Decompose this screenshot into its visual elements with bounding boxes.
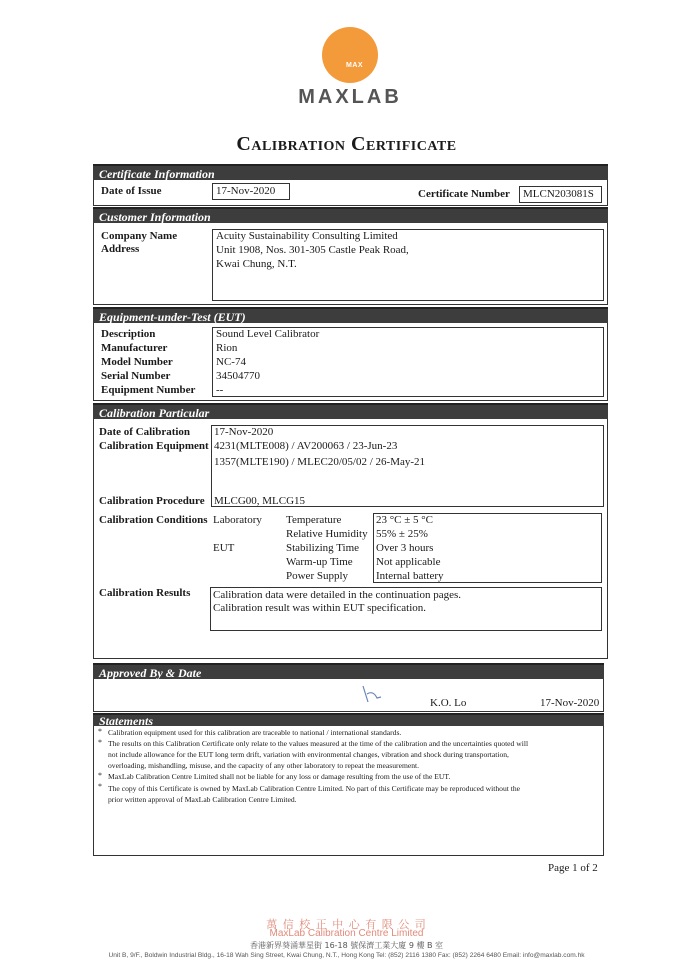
param-power: Power Supply <box>286 570 349 582</box>
calibration-results-line-2: Calibration result was within EUT specification. <box>213 602 427 614</box>
param-temperature: Temperature <box>286 514 342 526</box>
statement-4-line-2: prior written approval of MaxLab Calibration Centre Limited. <box>108 795 297 804</box>
calibration-equipment-line-1: 4231(MLTE008) / AV200063 / 23-Jun-23 <box>214 440 398 452</box>
value-power: Internal battery <box>376 570 444 582</box>
date-of-issue-value: 17-Nov-2020 <box>216 185 276 197</box>
company-name-value: Acuity Sustainability Consulting Limited <box>216 230 398 242</box>
page-title: Calibration Certificate <box>236 133 457 155</box>
param-stabilizing: Stabilizing Time <box>286 542 360 554</box>
footer-chinese-address: 香港新界葵涌華星街 16-18 號保濟工業大廈 9 樓 B 室 <box>249 941 444 950</box>
value-temperature: 23 °C ± 5 °C <box>376 514 434 526</box>
manufacturer-label: Manufacturer <box>101 342 168 354</box>
footer-address: Unit B, 9/F., Boldwin Industrial Bldg., 16-18 Wah Sing Street, Kwai Chung, N.T., Hong Kong Tel: (852) 2116 1380 Fax: (852) 2264 6480 Email: info@maxlab.com.hk <box>108 952 585 959</box>
date-of-issue-label: Date of Issue <box>101 185 162 197</box>
condition-eut: EUT <box>213 542 235 554</box>
company-name-label: Company Name <box>101 230 178 242</box>
equipment-number-value: -- <box>216 384 224 396</box>
calibration-procedure-label: Calibration Procedure <box>99 495 205 507</box>
section-header-approval: Approved By & Date <box>93 663 604 679</box>
footer-english-name: MaxLab Calibration Centre Limited <box>269 928 424 939</box>
cert-number-value: MLCN203081S <box>523 188 594 200</box>
logo-wordmark: MAXLAB <box>298 86 402 108</box>
statement-2-line-3: overloading, mishandling, misuse, and the capacity of any other laboratory to repeat the measurement. <box>108 761 420 770</box>
date-of-calibration-value: 17-Nov-2020 <box>214 426 274 438</box>
footer-chinese-name: 萬 信 校 正 中 心 有 限 公 司 <box>266 918 427 931</box>
section-header-customer-info: Customer Information <box>93 207 608 223</box>
logo-badge: MAX <box>346 62 364 69</box>
statement-4-line-1: The copy of this Certificate is owned by MaxLab Calibration Centre Limited. No part of this Certificate may be reproduced without the <box>108 784 521 793</box>
approval-frame <box>93 679 604 712</box>
bullet-3: * <box>98 771 102 780</box>
section-header-statements: Statements <box>93 713 604 726</box>
param-warmup: Warm-up Time <box>286 556 353 568</box>
approver-name: K.O. Lo <box>430 697 467 709</box>
section-header-certificate-info: Certificate Information <box>93 164 608 180</box>
date-of-calibration-label: Date of Calibration <box>99 426 191 438</box>
value-warmup: Not applicable <box>376 556 441 568</box>
manufacturer-value: Rion <box>216 342 238 354</box>
bullet-1: * <box>98 727 102 736</box>
equipment-number-label: Equipment Number <box>101 384 196 396</box>
description-label: Description <box>101 328 156 340</box>
value-stabilizing: Over 3 hours <box>376 542 434 554</box>
page-number: Page 1 of 2 <box>548 862 598 874</box>
calibration-equipment-line-2: 1357(MLTE190) / MLEC20/05/02 / 26-May-21 <box>214 456 426 468</box>
bullet-2: * <box>98 738 102 747</box>
maxlab-logo-circle <box>322 27 378 83</box>
serial-number-label: Serial Number <box>101 370 171 382</box>
address-line-1: Unit 1908, Nos. 301-305 Castle Peak Road, <box>216 244 409 256</box>
param-humidity: Relative Humidity <box>286 528 368 540</box>
statement-2-line-2: not include allowance for the EUT long term drift, variation with environmental changes, vibration and shock during transportation, <box>108 750 509 759</box>
calibration-results-line-1: Calibration data were detailed in the continuation pages. <box>213 589 462 601</box>
serial-number-value: 34504770 <box>216 370 260 382</box>
signature-mark <box>355 682 385 708</box>
model-number-label: Model Number <box>101 356 173 368</box>
address-line-2: Kwai Chung, N.T. <box>216 258 297 270</box>
statement-2-line-1: The results on this Calibration Certificate only relate to the values measured at the time of the calibration and the uncertainties quoted will <box>108 739 529 748</box>
calibration-results-label: Calibration Results <box>99 587 191 599</box>
address-label: Address <box>101 243 140 255</box>
calibration-conditions-label: Calibration Conditions <box>99 514 208 526</box>
condition-laboratory: Laboratory <box>213 514 262 526</box>
description-value: Sound Level Calibrator <box>216 328 320 340</box>
cert-number-label: Certificate Number <box>418 188 510 200</box>
section-header-calibration: Calibration Particular <box>93 403 608 419</box>
bullet-4: * <box>98 782 102 791</box>
section-header-eut: Equipment-under-Test (EUT) <box>93 307 608 323</box>
model-number-value: NC-74 <box>216 356 246 368</box>
approval-date: 17-Nov-2020 <box>540 697 600 709</box>
value-humidity: 55% ± 25% <box>376 528 428 540</box>
calibration-equipment-label: Calibration Equipment <box>99 440 209 452</box>
statement-3: MaxLab Calibration Centre Limited shall not be liable for any loss or damage resulting from the use of the EUT. <box>108 772 451 781</box>
statement-1: Calibration equipment used for this calibration are traceable to national / international standards. <box>108 728 402 737</box>
calibration-procedure-value: MLCG00, MLCG15 <box>214 495 306 507</box>
